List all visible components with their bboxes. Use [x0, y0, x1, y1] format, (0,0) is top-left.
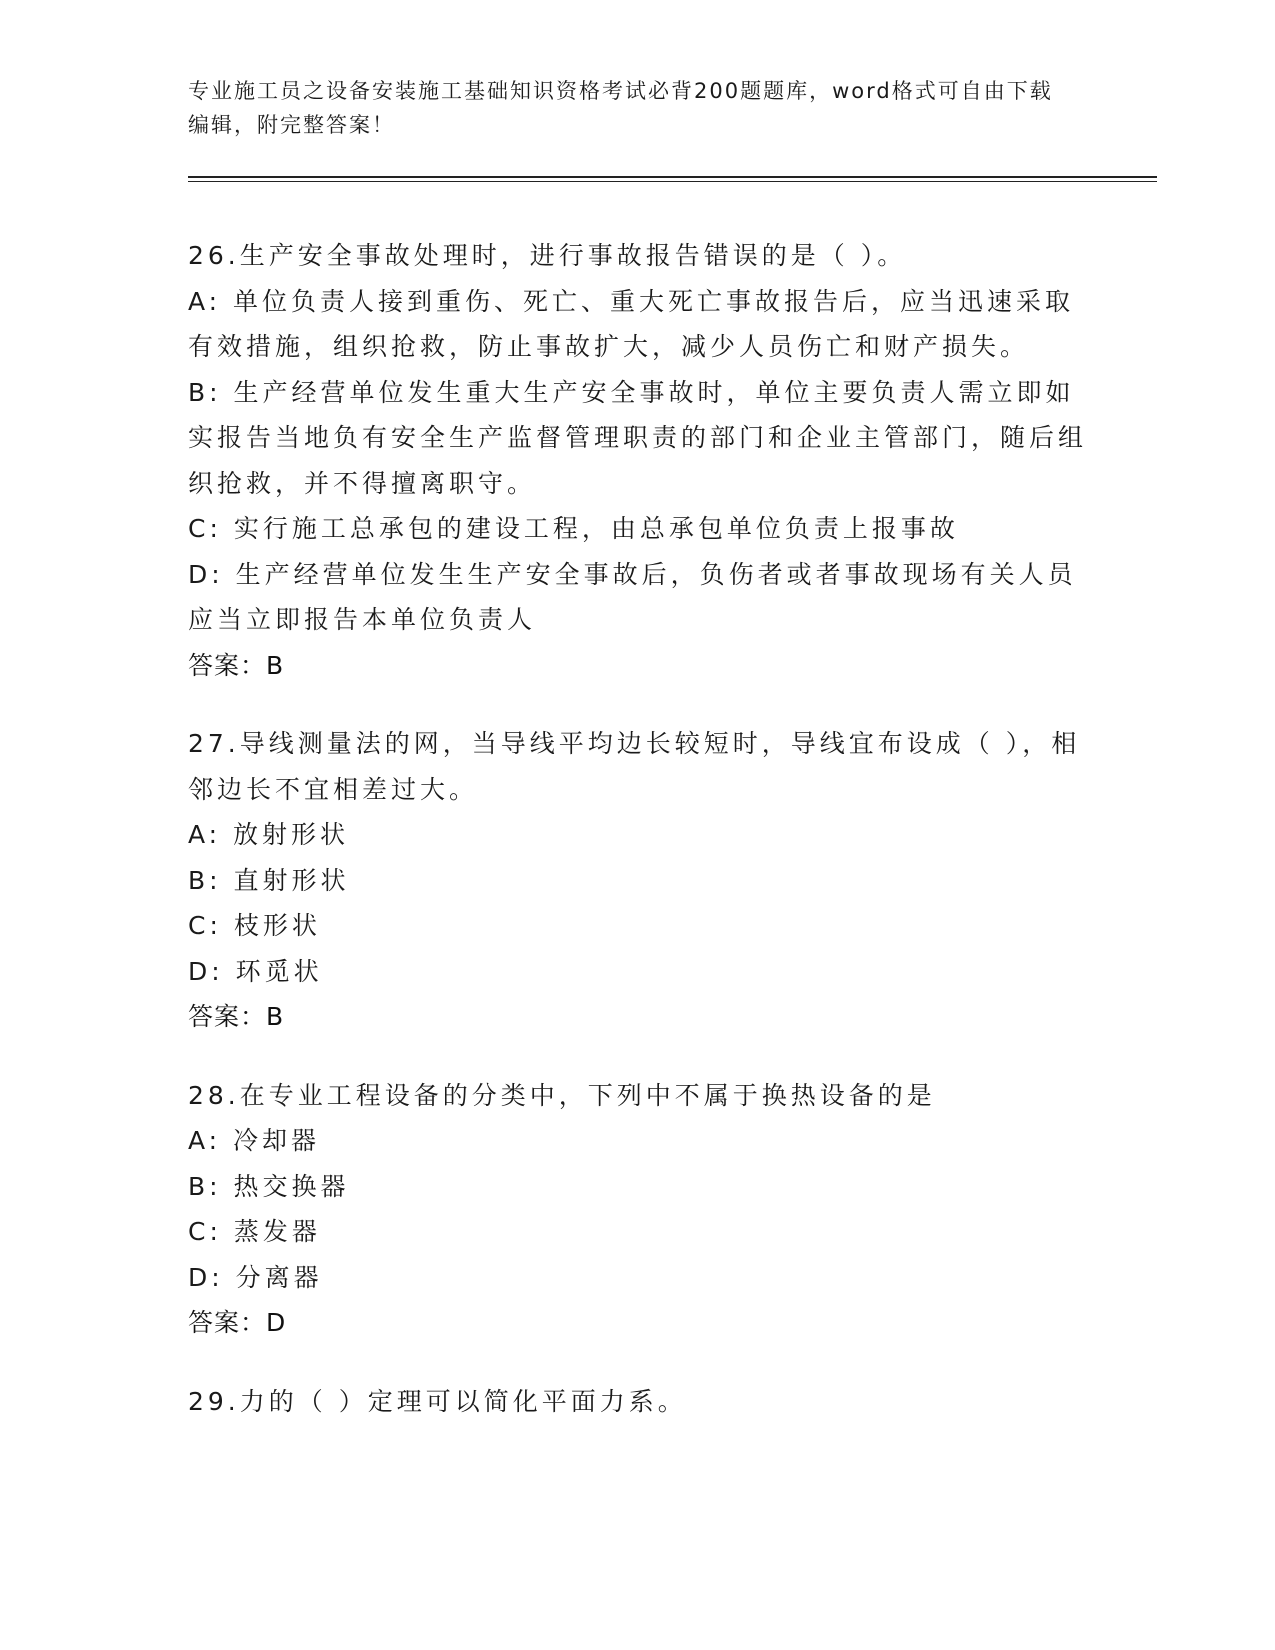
question-stem: 29.力的（ ）定理可以简化平面力系。 — [188, 1386, 687, 1416]
question-28 — [188, 1073, 1088, 1346]
option-a: A: 单位负责人接到重伤、死亡、重大死亡事故报告后，应当迅速采取有效措施，组织抢救，防止事故扩大，减少人员伤亡和财产损失。 — [188, 286, 1075, 361]
question-27 — [188, 721, 1088, 1040]
header-divider-thick — [188, 176, 1157, 178]
option-c: C: 蒸发器 — [188, 1217, 321, 1246]
option-a: A: 放射形状 — [188, 820, 350, 849]
question-list — [188, 233, 1088, 1457]
option-b: B: 热交换器 — [188, 1171, 350, 1201]
option-c: C: 实行施工总承包的建设工程，由总承包单位负责上报事故 — [188, 514, 959, 543]
question-stem: 27.导线测量法的网，当导线平均边长较短时，导线宜布设成（ ），相邻边长不宜相差过大。 — [188, 729, 1081, 804]
document-header: 专业施工员之设备安装施工基础知识资格考试必背200题题库，word格式可自由下载编辑，附完整答案！ — [188, 79, 1053, 137]
question-stem: 28.在专业工程设备的分类中，下列中不属于换热设备的是 — [188, 1080, 936, 1110]
option-a: A: 冷却器 — [188, 1126, 321, 1155]
answer-text: 答案：D — [188, 1308, 287, 1337]
option-b: B: 直射形状 — [188, 865, 350, 895]
question-stem: 26.生产安全事故处理时，进行事故报告错误的是（ ）。 — [188, 241, 907, 270]
question-26 — [188, 233, 1088, 688]
option-d: D: 环觅状 — [188, 956, 323, 986]
answer-text: 答案：B — [188, 1002, 285, 1031]
answer-text: 答案：B — [188, 650, 285, 680]
option-d: D: 生产经营单位发生生产安全事故后，负伤者或者事故现场有关人员应当立即报告本单位负责人 — [188, 559, 1077, 634]
option-d: D: 分离器 — [188, 1262, 323, 1292]
option-c: C: 枝形状 — [188, 911, 321, 940]
question-29 — [188, 1379, 1088, 1425]
option-b: B: 生产经营单位发生重大生产安全事故时，单位主要负责人需立即如实报告当地负有安全生产监督管理职责的部门和企业主管部门，随后组织抢救，并不得擅离职守。 — [188, 377, 1088, 498]
header-divider-thin — [188, 181, 1157, 182]
